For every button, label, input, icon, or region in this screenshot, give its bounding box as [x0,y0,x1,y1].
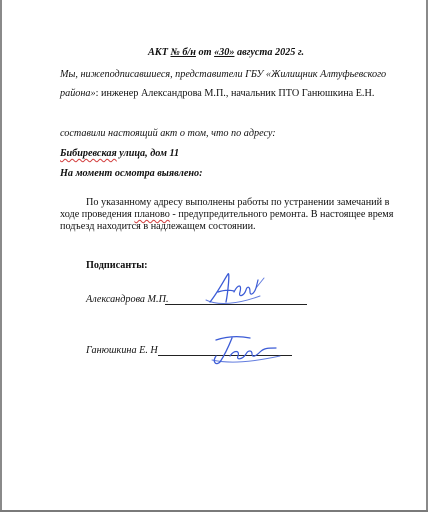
title-middle: от [195,47,215,58]
signatory-name-2: Ганюшкина Е. Н [86,345,158,356]
title-number: № б/н [170,47,196,58]
intro-line-1: Мы, нижеподписавшиеся, представители ГБУ «Жилищник Алтуфьевского [60,69,387,80]
intro-line-2 [60,87,374,100]
compiled-statement: составили настоящий акт о том, что по адресу: [60,128,276,139]
inspection-heading: На момент осмотра выявлено: [60,168,203,179]
intro-line-2-rest: : инженер Александрова М.П., начальник ПТО Ганюшкина Е.Н. [95,88,375,99]
page-border-left [0,0,2,512]
title-prefix: АКТ [148,47,171,58]
title-day: «30» [214,47,235,58]
signature-1-image [198,262,276,314]
title-suffix: августа 2025 г. [234,47,305,58]
intro-line-2-italic: района» [60,88,96,99]
signature-2-image [206,326,286,370]
act-title [148,46,304,59]
body-line-2-start: ходе проведения [60,209,135,220]
address-street: Бибиревская [60,148,117,159]
body-line-3: подъезд находится в надлежащем состоянии. [60,221,256,232]
body-line-2-end: - предупредительного ремонта. В настоящее время [169,209,394,220]
body-line-2-marked: планово [134,209,170,220]
signatory-name-1: Александрова М.П. [86,294,169,305]
address-rest: улица, дом 11 [116,148,180,159]
address [60,147,179,160]
body-line-1: По указанному адресу выполнены работы по устранении замечаний в [86,197,390,208]
signatories-heading: Подписанты: [86,260,148,271]
